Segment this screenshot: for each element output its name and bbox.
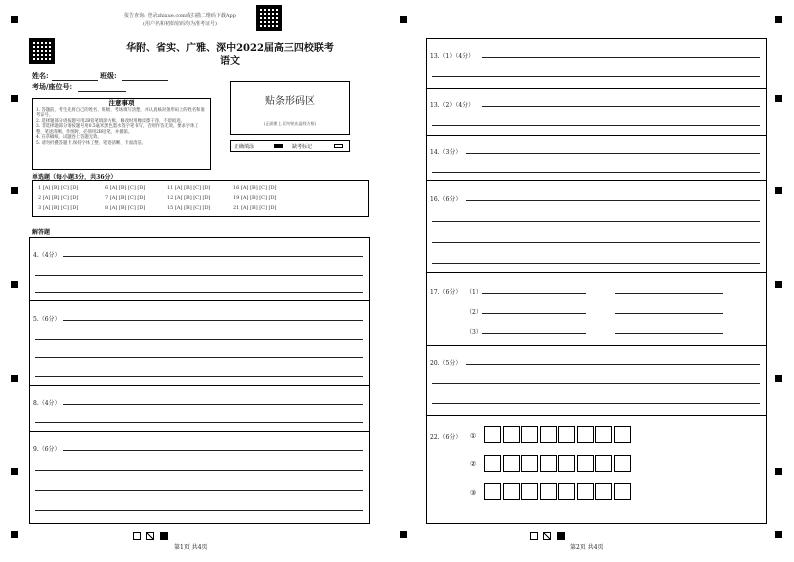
answer-line[interactable] <box>482 333 586 334</box>
answer-line[interactable] <box>63 404 363 405</box>
answer-line[interactable] <box>466 200 760 201</box>
question-divider <box>29 431 370 432</box>
q22-char-box[interactable] <box>484 426 501 443</box>
question-label: 14.（3分） <box>430 149 462 156</box>
answer-line[interactable] <box>432 76 760 77</box>
q22-char-box[interactable] <box>540 483 557 500</box>
mcq-row: 7 [A] [B] [C] [D] <box>105 195 146 201</box>
footer-mark-empty <box>530 532 538 540</box>
report-note-line2: (用户名和初始密码均为准考证号) <box>143 21 217 27</box>
answer-line[interactable] <box>432 172 760 173</box>
sub-question-label: （3） <box>466 329 482 336</box>
question-label: 22.（6分） <box>430 434 462 441</box>
q22-char-box[interactable] <box>521 426 538 443</box>
timing-mark <box>775 468 782 475</box>
qr-code-left <box>29 38 55 64</box>
answer-line[interactable] <box>63 256 363 257</box>
report-note <box>110 12 250 28</box>
question-label: 9.（6分） <box>33 446 61 453</box>
mcq-row: 1 [A] [B] [C] [D] <box>38 185 79 191</box>
question-divider <box>426 272 767 273</box>
answer-line[interactable] <box>482 313 586 314</box>
exam-subject: 语文 <box>220 56 240 67</box>
student-room-field[interactable] <box>78 91 126 92</box>
notice-item: 2. 选择题部分请按题号用2B铅笔填涂方框，修改时用橡皮擦干净，不留痕迹。 <box>36 118 185 124</box>
question-label: 8.（4分） <box>33 400 61 407</box>
answer-line[interactable] <box>432 221 760 222</box>
q22-char-box[interactable] <box>558 483 575 500</box>
sub-question-label: ① <box>470 432 477 440</box>
answer-line[interactable] <box>432 403 760 404</box>
q22-char-box[interactable] <box>614 455 631 472</box>
student-class-field[interactable] <box>122 80 168 81</box>
q22-char-box[interactable] <box>614 426 631 443</box>
answer-line[interactable] <box>63 320 363 321</box>
notice-item: 3. 非选择题部分请按题号用0.5毫米黑色墨水签字笔书写，否则作答无效。要求字体工整、笔迹清晰。作图时，必须用2B铅笔，并描浓。 <box>36 124 199 135</box>
mcq-row: 12 [A] [B] [C] [D] <box>167 195 211 201</box>
question-label: 5.（6分） <box>33 316 61 323</box>
q22-char-box[interactable] <box>503 426 520 443</box>
absent-mark-box[interactable] <box>334 144 343 148</box>
timing-mark <box>400 531 407 538</box>
answer-line[interactable] <box>432 263 760 264</box>
answer-line[interactable] <box>35 357 363 358</box>
answer-line[interactable] <box>35 275 363 276</box>
notice-item: 1. 答题前，考生先将自己的姓名、班级、考场填写清楚，并认真核对条形码上的姓名和准考证号。 <box>36 107 205 118</box>
q22-char-box[interactable] <box>484 455 501 472</box>
student-name-label: 姓名: <box>32 71 49 80</box>
mcq-row: 11 [A] [B] [C] [D] <box>167 185 211 191</box>
mcq-row: 6 [A] [B] [C] [D] <box>105 185 146 191</box>
sub-question-label: （1） <box>466 289 482 296</box>
barcode-note: (正面朝上,切勿贴出虚线方框) <box>263 121 317 126</box>
footer-mark-slash <box>146 532 154 540</box>
question-divider <box>29 300 370 301</box>
qr-code-top <box>256 5 282 31</box>
timing-mark <box>11 281 18 288</box>
timing-mark <box>11 16 18 23</box>
answer-line[interactable] <box>615 293 723 294</box>
answer-line[interactable] <box>615 313 723 314</box>
barcode-area <box>230 81 350 135</box>
answer-area-right <box>426 38 767 524</box>
mcq-row: 8 [A] [B] [C] [D] <box>105 205 146 211</box>
question-divider <box>29 385 370 386</box>
sub-question-label: ② <box>470 460 477 468</box>
answer-line[interactable] <box>432 125 760 126</box>
timing-mark <box>11 95 18 102</box>
question-divider <box>426 415 767 416</box>
answer-line[interactable] <box>482 57 760 58</box>
question-label: 13.（2）（4分） <box>430 102 475 109</box>
sub-question-label: ③ <box>470 489 477 497</box>
student-room-label: 考场/座位号: <box>32 82 73 91</box>
q22-char-box[interactable] <box>503 483 520 500</box>
question-label: 17.（6分） <box>430 289 462 296</box>
q22-char-box[interactable] <box>595 483 612 500</box>
question-label: 20.（5分） <box>430 360 462 367</box>
q22-char-box[interactable] <box>595 455 612 472</box>
notice-item: 4. 在草稿纸、试题卷上答题无效。 <box>36 135 102 140</box>
absent-mark-label: 缺考标记 <box>292 144 313 150</box>
notice-box <box>32 98 211 170</box>
timing-mark <box>11 187 18 194</box>
q22-char-box[interactable] <box>614 483 631 500</box>
answer-area-left <box>29 237 370 524</box>
q22-char-box[interactable] <box>577 483 594 500</box>
question-divider <box>426 135 767 136</box>
notice-title: 注意事项 <box>108 99 135 107</box>
student-name-field[interactable] <box>52 80 98 81</box>
question-divider <box>426 88 767 89</box>
question-label: 4.（4分） <box>33 252 61 259</box>
timing-mark <box>775 16 782 23</box>
question-label: 16.（6分） <box>430 196 462 203</box>
question-label: 13.（1）（4分） <box>430 53 475 60</box>
footer-mark-filled <box>557 532 565 540</box>
q22-char-box[interactable] <box>521 483 538 500</box>
answer-line[interactable] <box>35 376 363 377</box>
timing-mark <box>11 375 18 382</box>
footer-mark-slash <box>543 532 551 540</box>
report-note-line1: 报告查询: 登录zhixue.com或扫描二维码下载App <box>124 13 236 19</box>
mcq-row: 3 [A] [B] [C] [D] <box>38 205 79 211</box>
answer-line[interactable] <box>466 364 760 365</box>
timing-mark <box>775 531 782 538</box>
timing-mark <box>11 531 18 538</box>
mcq-title: 单选题（每小题3分，共36分） <box>32 174 117 181</box>
answer-line[interactable] <box>63 450 363 451</box>
answer-line[interactable] <box>35 292 363 293</box>
answer-line[interactable] <box>432 242 760 243</box>
question-divider <box>426 345 767 346</box>
question-divider <box>426 180 767 181</box>
answer-line[interactable] <box>35 339 363 340</box>
q22-char-box[interactable] <box>521 455 538 472</box>
q22-char-box[interactable] <box>577 455 594 472</box>
fill-legend <box>230 140 350 152</box>
q22-char-box[interactable] <box>558 455 575 472</box>
timing-mark <box>775 187 782 194</box>
mcq-row: 2 [A] [B] [C] [D] <box>38 195 79 201</box>
correct-fill-sample <box>274 144 283 148</box>
q22-char-box[interactable] <box>503 455 520 472</box>
q22-char-box[interactable] <box>595 426 612 443</box>
footer-mark-filled <box>160 532 168 540</box>
student-class-label: 班级: <box>100 71 117 80</box>
answer-line[interactable] <box>466 153 760 154</box>
answer-line[interactable] <box>35 470 363 471</box>
mcq-box <box>32 180 369 217</box>
q22-char-box[interactable] <box>540 455 557 472</box>
exam-title: 华附、省实、广雅、深中2022届高三四校联考 <box>126 43 334 54</box>
barcode-title: 贴条形码区 <box>265 96 315 107</box>
q22-char-box[interactable] <box>484 483 501 500</box>
section-title: 解答题 <box>32 229 51 236</box>
answer-line[interactable] <box>35 510 363 511</box>
answer-line[interactable] <box>35 422 363 423</box>
mcq-row: 15 [A] [B] [C] [D] <box>167 205 211 211</box>
q22-char-box[interactable] <box>577 426 594 443</box>
mcq-row: 16 [A] [B] [C] [D] <box>233 185 277 191</box>
mcq-row: 19 [A] [B] [C] [D] <box>233 195 277 201</box>
q22-char-box[interactable] <box>540 426 557 443</box>
timing-mark <box>775 95 782 102</box>
sub-question-label: （2） <box>466 309 482 316</box>
timing-mark <box>775 375 782 382</box>
answer-line[interactable] <box>615 333 723 334</box>
timing-mark <box>400 16 407 23</box>
page-number-1: 第1页 共4页 <box>174 544 208 551</box>
mcq-row: 21 [A] [B] [C] [D] <box>233 205 277 211</box>
q22-char-box[interactable] <box>558 426 575 443</box>
timing-mark <box>11 468 18 475</box>
correct-fill-label: 正确填涂 <box>234 144 255 150</box>
answer-line[interactable] <box>482 106 760 107</box>
answer-line[interactable] <box>35 490 363 491</box>
answer-line[interactable] <box>482 293 586 294</box>
footer-mark-empty <box>133 532 141 540</box>
notice-item: 5. 请勿折叠答题卡,保持字体工整、笔迹清晰、卡面清洁。 <box>36 140 146 146</box>
answer-line[interactable] <box>432 383 760 384</box>
page-number-2: 第2页 共4页 <box>570 544 604 551</box>
timing-mark <box>775 281 782 288</box>
